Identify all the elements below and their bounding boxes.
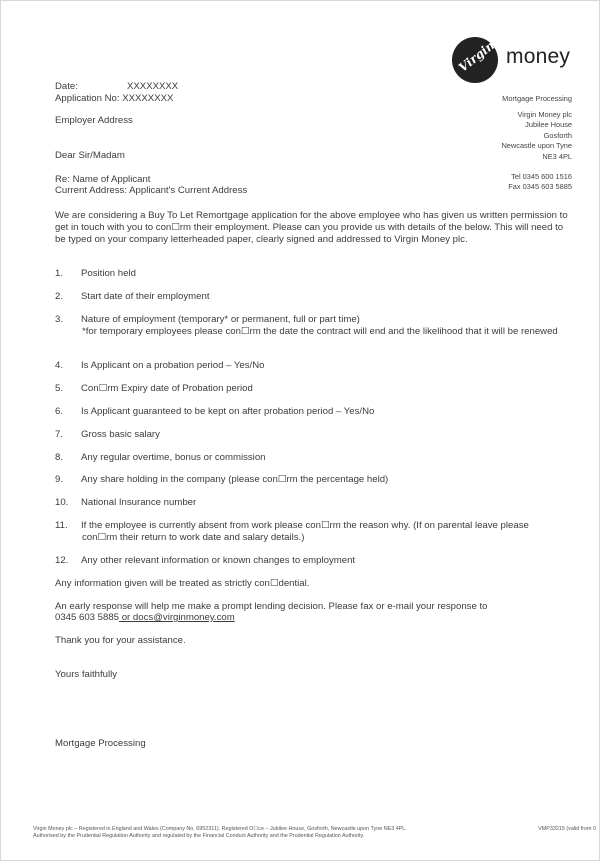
footer-code: VMP33215 (valid from 0 [538,826,596,832]
item-number: 10. [55,497,69,508]
item-number: 12. [55,555,69,566]
list-item [55,406,374,418]
item-text: Any share holding in the company (please con☐rm the percentage held) [81,474,389,485]
item-text: Position held [81,268,136,279]
list-item [55,291,210,303]
list-item [55,520,582,544]
logo-badge-icon [452,37,498,83]
logo-script-text: Virgin [455,38,498,75]
item-text: Any regular overtime, bonus or commission [81,452,266,463]
item-number: 2. [55,291,64,302]
sender-line: Mortgage Processing [502,94,572,103]
confidential-note: Any information given will be treated as strictly con☐dential. [55,578,310,589]
list-item [55,474,388,486]
closing-line: Yours faithfully [55,669,118,680]
response-line: An early response will help me make a prompt lending decision. Please fax or e-mail your response to [55,601,488,612]
sender-line: NE3 4PL [542,151,572,161]
item-text: Start date of their employment [81,291,210,302]
item-number: 4. [55,360,64,371]
list-item [55,452,266,464]
sender-line: Newcastle upon Tyne [501,141,572,151]
item-subtext: *for temporary employees please con☐rm the date the contract will end and the likelihood that it will be renewed [82,325,558,337]
employer-address: Employer Address [55,115,133,126]
application-line [55,93,173,105]
logo-wordmark: money [506,45,571,68]
thanks-line: Thank you for your assistance. [55,635,186,646]
email-link[interactable]: docs@virginmoney.com [132,612,235,623]
item-subtext: con☐rm their return to work date and salary details.) [82,531,305,543]
item-number: 3. [55,314,64,325]
list-item [55,383,253,395]
item-text: Con☐rm Expiry date of Probation period [81,383,253,394]
item-number: 11. [55,520,68,531]
sender-tel: Tel 0345 600 1516 [511,171,572,181]
item-number: 6. [55,406,64,417]
response-or: or [119,612,133,623]
item-number: 1. [55,268,64,279]
sender-line: Jubilee House [525,120,572,130]
footer-legal [33,826,407,840]
application-value: XXXXXXXX [122,93,174,104]
item-text: Nature of employment (temporary* or permanent, full or part time) [81,314,360,325]
date-value: XXXXXXXX [127,81,179,92]
item-text: If the employee is currently absent from work please con☐rm the reason why. (If on parental leave please [81,520,529,531]
current-address: Current Address: Applicant's Current Address [55,185,248,196]
footer-line: Authorised by the Prudential Regulation Authority and regulated by the Financial Conduct Authority and the Prudential Regulation Authority. [33,833,365,840]
re-line: Re: Name of Applicant [55,174,151,185]
sender-fax: Fax 0345 603 5885 [508,182,572,192]
application-label: Application No: [55,93,120,104]
response-contact [55,612,235,624]
item-number: 7. [55,429,64,440]
footer-line: Virgin Money plc – Registered in England and Wales (Company No. 6952311). Registered O☐ce – Jubilee House, Gosforth, Newcastle upon Tyne NE3 4PL. [33,826,407,832]
item-text: Is Applicant guaranteed to be kept on after probation period – Yes/No [81,406,375,417]
list-item [55,497,196,509]
list-item [55,314,582,338]
date-line [55,81,178,93]
item-text: Gross basic salary [81,429,160,440]
list-item [55,360,264,372]
item-number: 9. [55,474,64,485]
intro-paragraph: We are considering a Buy To Let Remortgage application for the above employee who has given us written permission to get in touch with you to con☐rm their employment. Please can you provide us with details of the below. This will need to be typed on your company letterheaded paper, clearly signed and addressed to Virgin Money plc. [55,210,568,245]
signature-line: Mortgage Processing [55,738,146,749]
date-label: Date: [55,81,78,92]
item-text: National Insurance number [81,497,197,508]
list-item [55,268,136,280]
sender-line: Virgin Money plc [517,109,572,119]
list-item [55,429,160,441]
sender-line: Gosforth [543,130,572,140]
item-text: Is Applicant on a probation period – Yes/No [81,360,265,371]
list-item [55,555,355,567]
item-text: Any other relevant information or known changes to employment [81,555,356,566]
sender-address-block [501,94,572,193]
salutation: Dear Sir/Madam [55,150,125,161]
item-number: 5. [55,383,64,394]
response-phone: 0345 603 5885 [55,612,120,623]
item-number: 8. [55,452,64,463]
